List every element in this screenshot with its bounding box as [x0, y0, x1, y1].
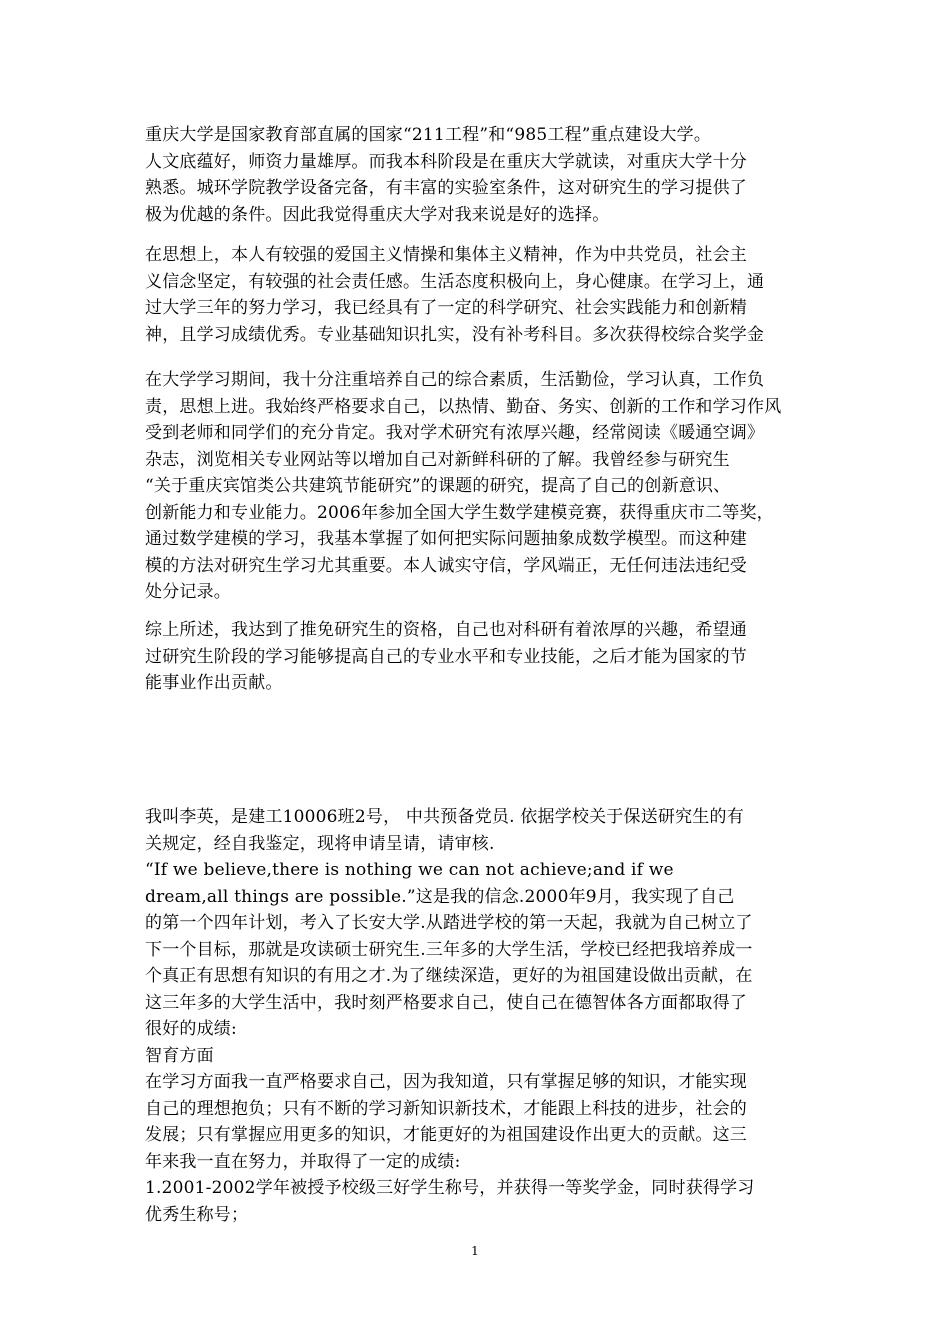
- text-line: 杂志，浏览相关专业网站等以增加自己对新鲜科研的了解。我曾经参与研究生: [145, 449, 730, 470]
- text-line: 在学习方面我一直严格要求自己，因为我知道，只有掌握足够的知识，才能实现: [145, 1072, 747, 1092]
- text-line: 在大学学习期间，我十分注重培养自己的综合素质，生活勤俭，学习认真，工作负: [145, 370, 765, 390]
- section-heading: 智育方面: [145, 1045, 214, 1066]
- text-line: 个真正有思想有知识的有用之才.为了继续深造，更好的为祖国建设做出贡献，在: [145, 966, 753, 986]
- text-line: 在思想上，本人有较强的爱国主义情操和集体主义精神，作为中共党员，社会主: [145, 245, 747, 265]
- text-line: 关规定，经自我鉴定，现将申请呈请，请审核.: [145, 833, 495, 854]
- text-line: 创新能力和专业能力。2006年参加全国大学生数学建模竞赛，获得重庆市二等奖，: [145, 502, 774, 523]
- paragraph-self-introduction: [145, 804, 815, 1228]
- text-line: 神，且学习成绩优秀。专业基础知识扎实，没有补考科目。多次获得校综合奖学金: [145, 324, 765, 345]
- paragraph-study-period: [145, 367, 815, 606]
- text-line: 受到老师和同学们的充分肯定。我对学术研究有浓厚兴趣，经常阅读《暖通空调》: [145, 423, 765, 443]
- text-line: 下一个目标，那就是攻读硕士研究生.三年多的大学生活，学校已经把我培养成一: [145, 939, 753, 960]
- text-line: 模的方法对研究生学习尤其重要。本人诚实守信，学风端正，无任何违法违纪受: [145, 555, 747, 576]
- text-line: 处分记录。: [145, 582, 231, 602]
- text-line: 重庆大学是国家教育部直属的国家“211工程”和“985工程”重点建设大学。: [145, 125, 712, 145]
- page-number: 1: [471, 1244, 479, 1258]
- paragraph-university-choice: [145, 122, 815, 228]
- text-line: 很好的成绩:: [145, 1019, 237, 1039]
- text-line: 1.2001-2002学年被授予校级三好学生称号，并获得一等奖学金，同时获得学习: [145, 1178, 755, 1198]
- text-line: 综上所述，我达到了推免研究生的资格，自己也对科研有着浓厚的兴趣，希望通: [145, 620, 747, 640]
- text-line: 极为优越的条件。因此我觉得重庆大学对我来说是好的选择。: [145, 204, 610, 225]
- text-line: 熟悉。城环学院教学设备完备，有丰富的实验室条件，这对研究生的学习提供了: [145, 178, 747, 198]
- text-line: 优秀生称号；: [145, 1204, 249, 1225]
- text-line: 过研究生阶段的学习能够提高自己的专业水平和专业技能，之后才能为国家的节: [145, 646, 747, 667]
- text-line: 这三年多的大学生活中，我时刻严格要求自己，使自己在德智体各方面都取得了: [145, 992, 747, 1013]
- text-line: 人文底蕴好，师资力量雄厚。而我本科阶段是在重庆大学就读，对重庆大学十分: [145, 151, 747, 172]
- text-line: 义信念坚定，有较强的社会责任感。生活态度积极向上，身心健康。在学习上，通: [145, 271, 765, 292]
- paragraph-summary: [145, 617, 815, 697]
- text-line: “关于重庆宾馆类公共建筑节能研究”的课题的研究，提高了自己的创新意识、: [145, 476, 731, 496]
- text-line: 责，思想上进。我始终严格要求自己，以热情、勤奋、务实、创新的工作和学习作风: [145, 396, 782, 417]
- text-line: 通过数学建模的学习，我基本掌握了如何把实际问题抽象成数学模型。而这种建: [145, 529, 747, 549]
- text-line: dream,all things are possible.”这是我的信念.2000年9月，我实现了自己: [145, 886, 735, 907]
- paragraph-ideology: [145, 242, 815, 348]
- text-line: 发展；只有掌握应用更多的知识，才能更好的为祖国建设作出更大的贡献。这三: [145, 1125, 747, 1145]
- text-line: 年来我一直在努力，并取得了一定的成绩:: [145, 1151, 461, 1172]
- text-line: 的第一个四年计划，考入了长安大学.从踏进学校的第一天起，我就为自己树立了: [145, 913, 753, 933]
- text-line: 我叫李英，是建工10006班2号， 中共预备党员. 依据学校关于保送研究生的有: [145, 807, 744, 827]
- text-line: 过大学三年的努力学习，我已经具有了一定的科学研究、社会实践能力和创新精: [145, 298, 747, 318]
- text-line: 能事业作出贡献。: [145, 673, 283, 693]
- text-line: 自己的理想抱负；只有不断的学习新知识新技术，才能跟上科技的进步，社会的: [145, 1098, 747, 1119]
- text-line: “If we believe,there is nothing we can not achieve;and if we: [145, 860, 674, 880]
